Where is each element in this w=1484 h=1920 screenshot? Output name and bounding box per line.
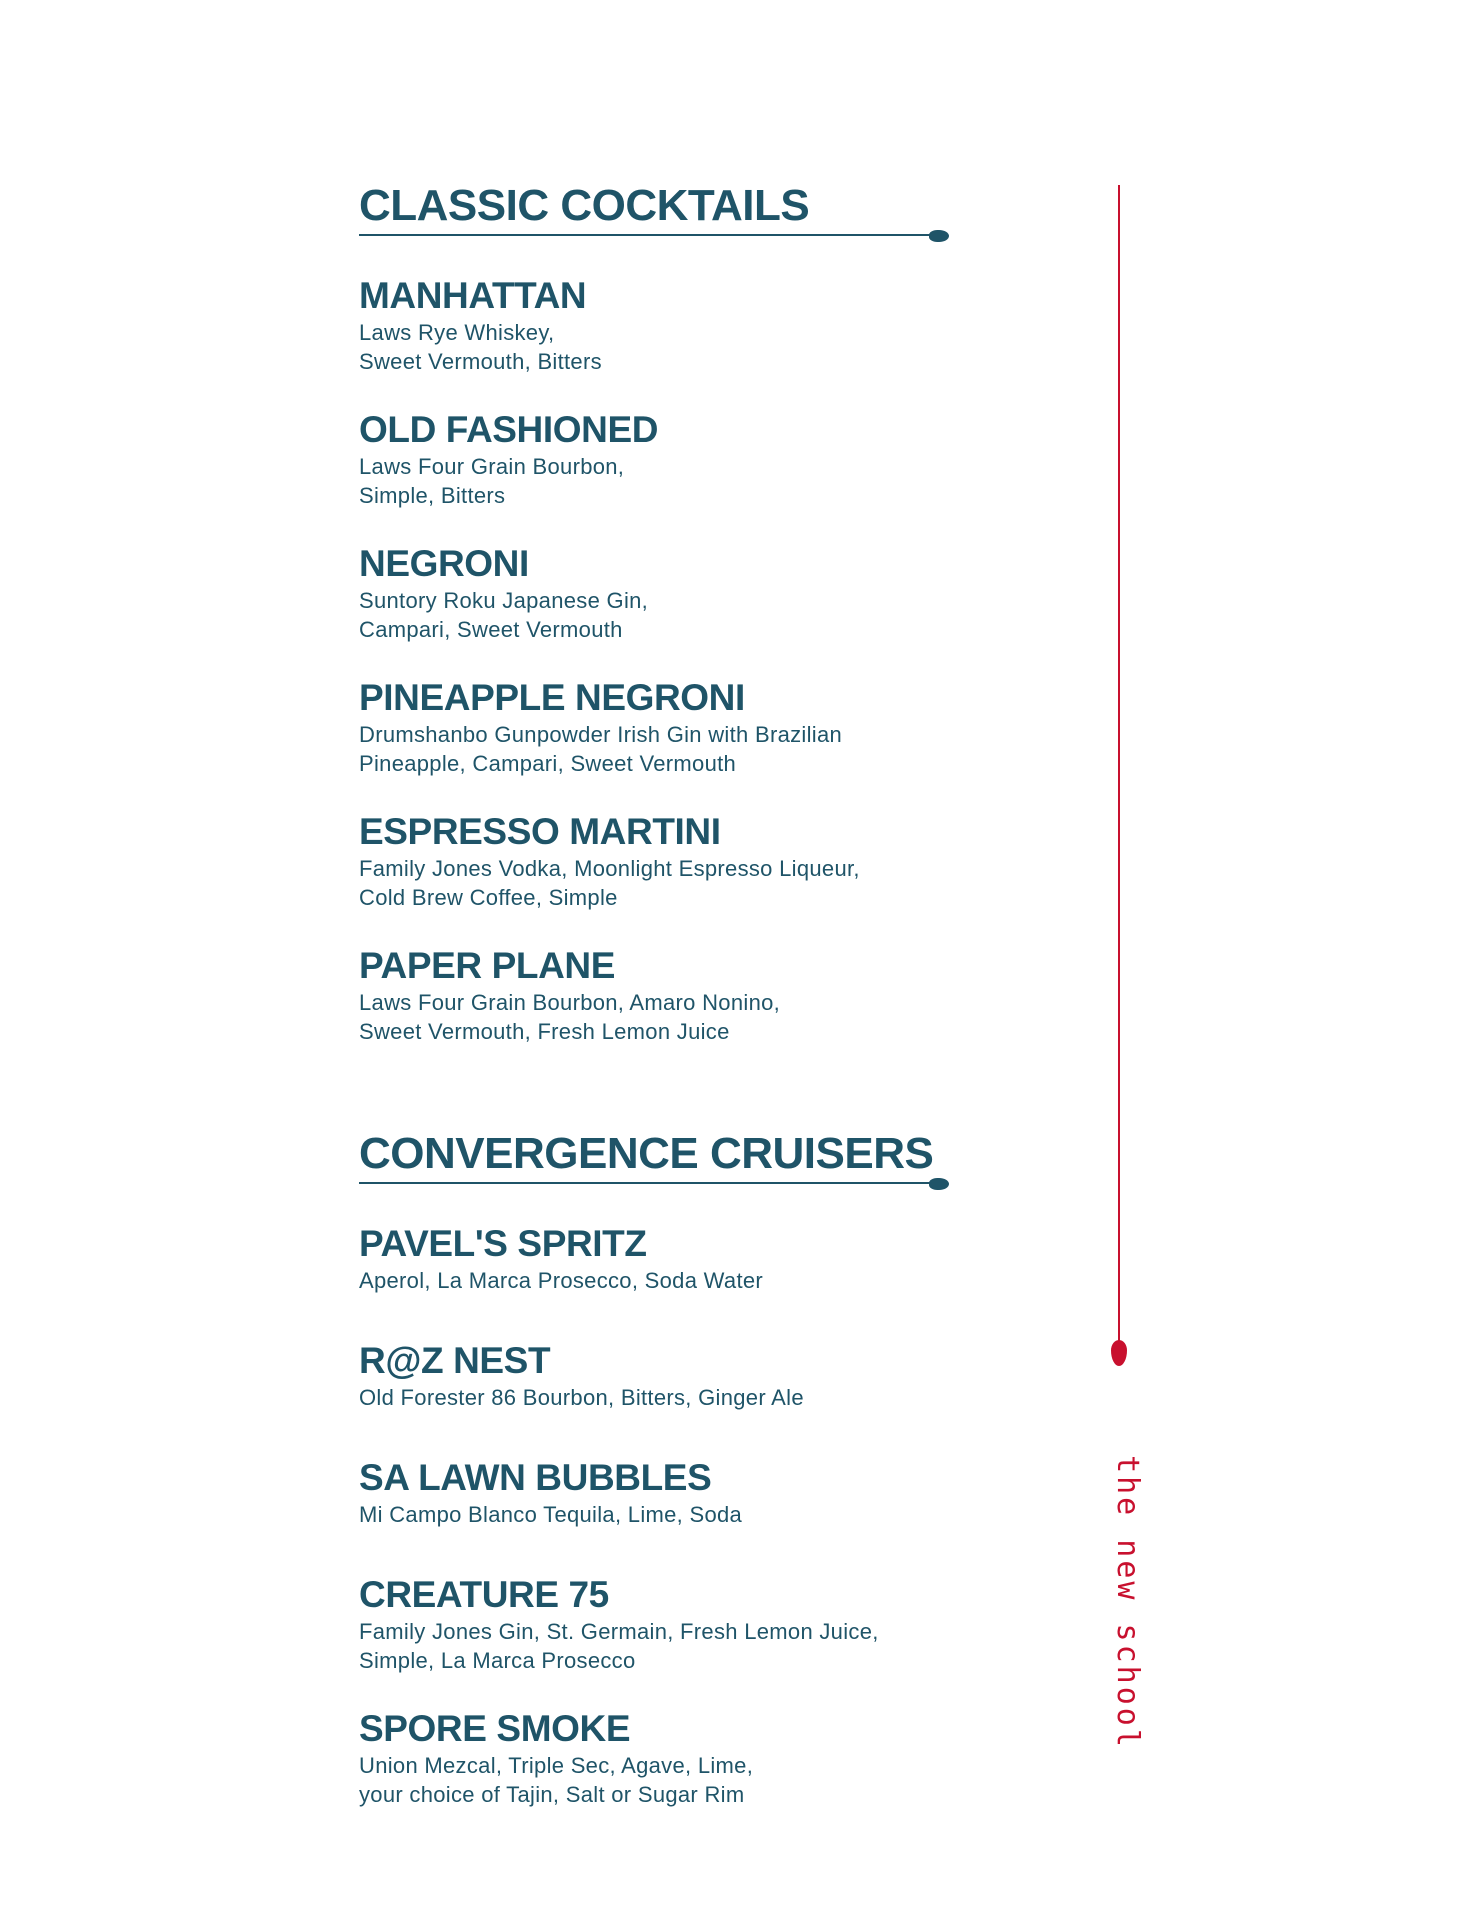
item-description: Union Mezcal, Triple Sec, Agave, Lime, your choice of Tajin, Salt or Sugar Rim <box>359 1753 754 1807</box>
section-classic-cocktails <box>359 178 959 1046</box>
divider-drop-icon <box>929 230 949 242</box>
item-description: Family Jones Gin, St. Germain, Fresh Lemon Juice, Simple, La Marca Prosecco <box>359 1619 879 1673</box>
decorative-red-line <box>1118 185 1120 1350</box>
section-divider <box>359 1178 949 1190</box>
item-name: SA LAWN BUBBLES <box>359 1457 712 1498</box>
divider-drop-icon <box>929 1178 949 1190</box>
item-name: MANHATTAN <box>359 275 587 316</box>
item-description: Laws Four Grain Bourbon, Amaro Nonino, Sweet Vermouth, Fresh Lemon Juice <box>359 990 781 1044</box>
item-name: R@Z NEST <box>359 1340 551 1381</box>
brand-logo <box>1102 1455 1152 1750</box>
item-name: PAVEL'S SPRITZ <box>359 1223 647 1264</box>
red-drop-icon <box>1111 1340 1127 1366</box>
menu-item-old-fashioned <box>359 410 959 510</box>
menu-item-paper-plane <box>359 946 959 1046</box>
cocktail-menu <box>359 178 959 1843</box>
item-description: Mi Campo Blanco Tequila, Lime, Soda <box>359 1502 743 1527</box>
menu-item-sa-lawn-bubbles <box>359 1458 959 1529</box>
item-name: NEGRONI <box>359 543 529 584</box>
menu-item-manhattan <box>359 276 959 376</box>
item-name: PINEAPPLE NEGRONI <box>359 677 745 718</box>
menu-item-spore-smoke <box>359 1709 959 1809</box>
item-list <box>359 1224 959 1809</box>
item-description: Aperol, La Marca Prosecco, Soda Water <box>359 1268 764 1293</box>
section-title: CLASSIC COCKTAILS <box>359 181 810 230</box>
brand-logo-text: the new school <box>1109 1455 1145 1750</box>
menu-item-pavels-spritz <box>359 1224 959 1295</box>
item-description: Suntory Roku Japanese Gin, Campari, Sweet Vermouth <box>359 588 649 642</box>
item-description: Old Forester 86 Bourbon, Bitters, Ginger Ale <box>359 1385 804 1410</box>
divider-line <box>359 1182 934 1184</box>
item-name: PAPER PLANE <box>359 945 616 986</box>
menu-item-pineapple-negroni <box>359 678 959 778</box>
item-description: Drumshanbo Gunpowder Irish Gin with Brazilian Pineapple, Campari, Sweet Vermouth <box>359 722 843 776</box>
section-title: CONVERGENCE CRUISERS <box>359 1129 934 1178</box>
item-name: OLD FASHIONED <box>359 409 659 450</box>
item-name: SPORE SMOKE <box>359 1708 631 1749</box>
menu-item-negroni <box>359 544 959 644</box>
item-name: CREATURE 75 <box>359 1574 609 1615</box>
section-divider <box>359 230 949 242</box>
item-description: Family Jones Vodka, Moonlight Espresso Liqueur, Cold Brew Coffee, Simple <box>359 856 860 910</box>
item-description: Laws Four Grain Bourbon, Simple, Bitters <box>359 454 625 508</box>
menu-item-espresso-martini <box>359 812 959 912</box>
section-convergence-cruisers <box>359 1126 959 1809</box>
menu-item-raz-nest <box>359 1341 959 1412</box>
item-name: ESPRESSO MARTINI <box>359 811 721 852</box>
item-list <box>359 276 959 1046</box>
divider-line <box>359 234 934 236</box>
menu-item-creature-75 <box>359 1575 959 1675</box>
item-description: Laws Rye Whiskey, Sweet Vermouth, Bitters <box>359 320 602 374</box>
